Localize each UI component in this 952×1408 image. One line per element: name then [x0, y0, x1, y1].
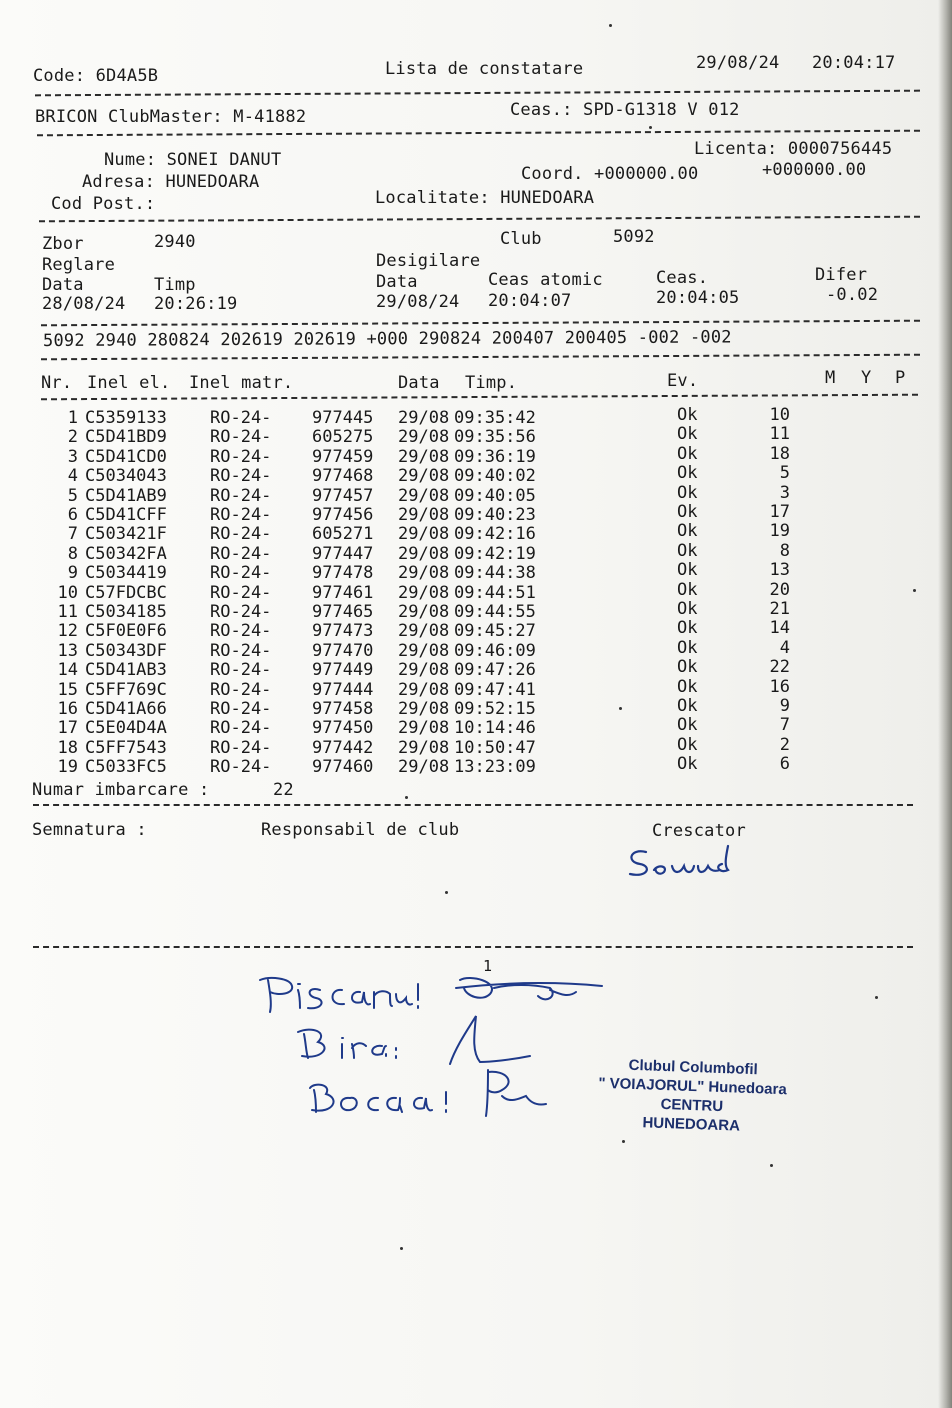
arrival-time: 09:42:19 — [454, 543, 536, 564]
ring-prefix: RO-24- — [210, 757, 272, 778]
divider — [39, 216, 920, 223]
count-value: 22 — [273, 780, 294, 800]
ring-prefix: RO-24- — [210, 582, 272, 603]
ring-prefix: RO-24- — [210, 563, 272, 584]
electronic-ring: C5D41BD9 — [85, 427, 167, 448]
electronic-ring: C5034043 — [85, 466, 167, 487]
table-row — [0, 443, 952, 467]
event-status: Ok — [677, 637, 698, 658]
event-status: Ok — [677, 424, 698, 445]
electronic-ring: C5D41AB9 — [85, 485, 167, 506]
count-label: Numar imbarcare : — [32, 780, 210, 800]
licence-number: Licenta: 0000756445 — [694, 139, 893, 159]
club-label: Club — [500, 229, 542, 249]
electronic-ring: C5FF7543 — [85, 737, 167, 758]
position: 3 — [779, 482, 790, 503]
event-status: Ok — [677, 715, 698, 736]
reglare-date: 28/08/24 — [42, 294, 126, 314]
arrival-time: 09:42:16 — [454, 524, 536, 545]
position: 16 — [769, 676, 790, 697]
ring-number: 977470 — [312, 640, 374, 661]
arrival-time: 09:45:27 — [454, 621, 536, 642]
arrival-time: 09:35:56 — [454, 427, 536, 448]
electronic-ring: C5D41A66 — [85, 699, 167, 719]
electronic-ring: C50342FA — [85, 543, 167, 564]
coordinates-second: +000000.00 — [762, 160, 867, 180]
signature-label: Semnatura : — [32, 820, 147, 840]
page-edge-shadow — [938, 0, 952, 1408]
event-status: Ok — [677, 463, 698, 484]
ring-prefix: RO-24- — [210, 660, 272, 681]
arrival-time: 09:47:26 — [454, 660, 536, 681]
ring-number: 977461 — [312, 582, 374, 603]
divider — [35, 90, 920, 97]
event-status: Ok — [677, 502, 698, 522]
stamp-line-3: CENTRU — [660, 1095, 724, 1116]
row-number: 4 — [67, 466, 78, 487]
clock-id: Ceas.: SPD-G1318 V 012 — [510, 100, 740, 120]
ring-number: 605275 — [312, 427, 374, 448]
position: 22 — [769, 657, 790, 678]
col-header-m: M — [825, 368, 836, 388]
row-number: 9 — [67, 563, 78, 584]
locality: Localitate: HUNEDOARA — [375, 188, 595, 208]
breeder-signature — [624, 840, 754, 885]
postal-code: Cod Post.: — [51, 194, 156, 214]
table-row — [0, 579, 952, 603]
position: 5 — [779, 463, 790, 484]
event-status: Ok — [677, 599, 698, 619]
row-number: 5 — [67, 485, 78, 506]
table-row — [0, 696, 952, 719]
ceas-atomic-label: Ceas atomic — [488, 270, 603, 290]
event-status: Ok — [677, 540, 698, 561]
divider — [41, 354, 920, 361]
arrival-time: 13:23:09 — [454, 757, 536, 778]
position: 7 — [779, 715, 790, 736]
position: 8 — [779, 540, 790, 561]
club-value: 5092 — [613, 227, 655, 247]
position: 13 — [769, 560, 790, 581]
position: 2 — [779, 734, 790, 755]
row-number: 16 — [57, 699, 78, 719]
col-header-p: P — [895, 368, 906, 388]
table-row — [0, 599, 952, 622]
table-row — [0, 540, 952, 564]
event-status: Ok — [677, 618, 698, 639]
col-header-inel-matr: Inel matr. — [189, 373, 294, 393]
club-stamp — [597, 1055, 788, 1138]
electronic-ring: C5F0E0F6 — [85, 621, 167, 642]
system-id: BRICON ClubMaster: M-41882 — [35, 107, 307, 127]
ring-prefix: RO-24- — [210, 699, 272, 719]
table-row — [0, 676, 952, 700]
arrival-date: 29/08 — [398, 621, 450, 642]
speck — [770, 1164, 773, 1167]
arrival-date: 29/08 — [398, 466, 450, 487]
divider — [37, 130, 920, 137]
speck — [913, 589, 916, 592]
arrival-time: 09:40:05 — [454, 485, 536, 506]
ring-number: 977449 — [312, 660, 374, 681]
ring-prefix: RO-24- — [210, 543, 272, 564]
table-row — [0, 521, 952, 545]
ring-number: 977465 — [312, 602, 374, 622]
arrival-date: 29/08 — [398, 699, 450, 719]
arrival-time: 10:50:47 — [454, 737, 536, 758]
event-status: Ok — [677, 405, 698, 425]
electronic-ring: C503421F — [85, 524, 167, 545]
ring-number: 977478 — [312, 563, 374, 584]
row-number: 15 — [57, 679, 78, 700]
ring-number: 977444 — [312, 679, 374, 700]
club-responsible-label: Responsabil de club — [261, 820, 460, 840]
position: 9 — [779, 696, 790, 716]
electronic-ring: C5D41CFF — [85, 505, 167, 525]
position: 17 — [769, 502, 790, 522]
row-number: 10 — [57, 582, 78, 603]
ring-number: 977442 — [312, 737, 374, 758]
event-status: Ok — [677, 443, 698, 464]
table-row — [0, 502, 952, 525]
table-row — [0, 734, 952, 758]
ring-prefix: RO-24- — [210, 602, 272, 622]
divider — [41, 394, 918, 401]
electronic-ring: C5D41CD0 — [85, 446, 167, 467]
desig-date: 29/08/24 — [376, 292, 460, 312]
arrival-time: 09:47:41 — [454, 679, 536, 700]
ring-number: 977458 — [312, 699, 374, 719]
ring-prefix: RO-24- — [210, 718, 272, 739]
arrival-time: 09:52:15 — [454, 699, 536, 719]
position: 19 — [769, 521, 790, 542]
position: 20 — [769, 579, 790, 600]
row-number: 17 — [57, 718, 78, 739]
ring-prefix: RO-24- — [210, 505, 272, 525]
divider — [33, 946, 913, 948]
event-status: Ok — [677, 657, 698, 678]
doc-date: 29/08/24 — [696, 53, 780, 73]
speck — [619, 707, 622, 710]
position: 4 — [779, 637, 790, 658]
col-header-ev: Ev. — [667, 371, 699, 391]
electronic-ring: C5FF769C — [85, 679, 167, 700]
arrival-date: 29/08 — [398, 602, 450, 622]
arrival-date: 29/08 — [398, 485, 450, 506]
ring-prefix: RO-24- — [210, 737, 272, 758]
reglare-label: Reglare — [42, 255, 116, 275]
owner-address: Adresa: HUNEDOARA — [82, 172, 260, 192]
position: 11 — [769, 424, 790, 445]
arrival-time: 09:44:51 — [454, 582, 536, 603]
arrival-time: 09:40:02 — [454, 466, 536, 487]
ring-number: 977459 — [312, 446, 374, 467]
speck — [622, 1140, 625, 1143]
table-row — [0, 463, 952, 487]
divider — [41, 320, 920, 327]
arrival-date: 29/08 — [398, 505, 450, 525]
event-status: Ok — [677, 754, 698, 775]
stamp-line-2: " VOIAJORUL" Hunedoara — [598, 1074, 787, 1099]
col-header-y: Y — [861, 368, 872, 388]
col-header-data: Data — [398, 373, 440, 393]
ring-prefix: RO-24- — [210, 427, 272, 448]
ring-prefix: RO-24- — [210, 640, 272, 661]
table-row — [0, 637, 952, 661]
col-header-inel-el: Inel el. — [87, 373, 171, 393]
data-label: Data — [42, 275, 84, 295]
col-header-timp: Timp. — [465, 373, 518, 393]
position: 10 — [769, 405, 790, 425]
event-status: Ok — [677, 560, 698, 581]
coordinates: Coord. +000000.00 — [521, 164, 699, 184]
row-number: 3 — [67, 446, 78, 467]
event-status: Ok — [677, 521, 698, 542]
speck — [400, 1247, 403, 1250]
arrival-time: 10:14:46 — [454, 718, 536, 739]
position: 18 — [769, 443, 790, 464]
reglare-time: 20:26:19 — [154, 294, 238, 314]
ring-number: 977456 — [312, 505, 374, 525]
col-header-nr: Nr. — [41, 373, 73, 393]
row-number: 2 — [67, 427, 78, 448]
row-number: 7 — [67, 524, 78, 545]
row-number: 19 — [57, 757, 78, 778]
table-row — [0, 424, 952, 448]
position: 14 — [769, 618, 790, 639]
row-number: 1 — [67, 408, 78, 428]
row-number: 8 — [67, 543, 78, 564]
row-number: 14 — [57, 660, 78, 681]
arrival-date: 29/08 — [398, 660, 450, 681]
table-row — [0, 560, 952, 584]
electronic-ring: C5033FC5 — [85, 757, 167, 778]
timp-label: Timp — [154, 275, 196, 295]
desigilare-label: Desigilare — [376, 251, 481, 271]
speck — [875, 996, 878, 999]
clock-time: 20:04:05 — [656, 288, 740, 308]
arrival-date: 29/08 — [398, 757, 450, 778]
ring-prefix: RO-24- — [210, 408, 272, 428]
event-status: Ok — [677, 696, 698, 716]
arrival-time: 09:36:19 — [454, 446, 536, 467]
arrival-date: 29/08 — [398, 427, 450, 448]
table-row — [0, 754, 952, 778]
electronic-ring: C5034419 — [85, 563, 167, 584]
summary-line: 5092 2940 280824 202619 202619 +000 290824 200407 200405 -002 -002 — [42, 327, 732, 351]
table-row — [0, 657, 952, 681]
doc-code: Code: 6D4A5B — [33, 66, 159, 86]
event-status: Ok — [677, 579, 698, 600]
ring-prefix: RO-24- — [210, 446, 272, 467]
arrival-date: 29/08 — [398, 718, 450, 739]
doc-title: Lista de constatare — [385, 59, 584, 79]
ring-prefix: RO-24- — [210, 466, 272, 487]
row-number: 6 — [67, 505, 78, 525]
speck — [649, 126, 652, 129]
speck — [405, 796, 408, 799]
ring-number: 977457 — [312, 485, 374, 506]
event-status: Ok — [677, 676, 698, 697]
electronic-ring: C5359133 — [85, 408, 167, 428]
stamp-line-1: Clubul Columbofil — [628, 1056, 759, 1079]
arrival-time: 09:44:55 — [454, 602, 536, 622]
arrival-time: 09:35:42 — [454, 408, 536, 428]
position: 21 — [769, 599, 790, 619]
arrival-date: 29/08 — [398, 543, 450, 564]
row-number: 18 — [57, 737, 78, 758]
arrival-time: 09:46:09 — [454, 640, 536, 661]
arrival-date: 29/08 — [398, 446, 450, 467]
flight-value: 2940 — [154, 232, 196, 252]
table-row — [0, 482, 952, 506]
table-row — [0, 715, 952, 739]
speck — [445, 891, 448, 894]
electronic-ring: C50343DF — [85, 640, 167, 661]
speck — [609, 24, 612, 27]
ring-prefix: RO-24- — [210, 524, 272, 545]
owner-name: Nume: SONEI DANUT — [104, 150, 282, 170]
handwritten-notes — [250, 966, 610, 1126]
difer-label: Difer — [815, 265, 868, 285]
row-number: 11 — [57, 602, 78, 622]
doc-time: 20:04:17 — [812, 53, 896, 73]
ring-number: 605271 — [312, 524, 374, 545]
arrival-date: 29/08 — [398, 582, 450, 603]
arrival-date: 29/08 — [398, 679, 450, 700]
arrival-date: 29/08 — [398, 563, 450, 584]
position: 6 — [779, 754, 790, 775]
ring-prefix: RO-24- — [210, 485, 272, 506]
electronic-ring: C5034185 — [85, 602, 167, 622]
ring-number: 977473 — [312, 621, 374, 642]
ring-number: 977460 — [312, 757, 374, 778]
page-number: 1 — [483, 957, 493, 975]
table-row — [0, 405, 952, 428]
data2-label: Data — [376, 272, 418, 292]
ring-prefix: RO-24- — [210, 621, 272, 642]
ceas-label: Ceas. — [656, 268, 709, 288]
event-status: Ok — [677, 482, 698, 503]
clock-difference: -0.02 — [826, 285, 879, 305]
arrival-time: 09:44:38 — [454, 563, 536, 584]
row-number: 13 — [57, 640, 78, 661]
breeder-label: Crescator — [652, 821, 746, 841]
divider — [33, 804, 913, 806]
ring-number: 977450 — [312, 718, 374, 739]
row-number: 12 — [57, 621, 78, 642]
arrival-date: 29/08 — [398, 524, 450, 545]
arrival-time: 09:40:23 — [454, 505, 536, 525]
arrival-date: 29/08 — [398, 737, 450, 758]
ring-number: 977447 — [312, 543, 374, 564]
ring-number: 977445 — [312, 408, 374, 428]
flight-label: Zbor — [42, 234, 84, 254]
arrival-date: 29/08 — [398, 408, 450, 428]
electronic-ring: C5E04D4A — [85, 718, 167, 739]
stamp-line-4: HUNEDOARA — [642, 1114, 741, 1135]
ring-number: 977468 — [312, 466, 374, 487]
atomic-time: 20:04:07 — [488, 291, 572, 311]
ring-prefix: RO-24- — [210, 679, 272, 700]
table-row — [0, 618, 952, 642]
electronic-ring: C5D41AB3 — [85, 660, 167, 681]
arrival-date: 29/08 — [398, 640, 450, 661]
electronic-ring: C57FDCBC — [85, 582, 167, 603]
event-status: Ok — [677, 734, 698, 755]
